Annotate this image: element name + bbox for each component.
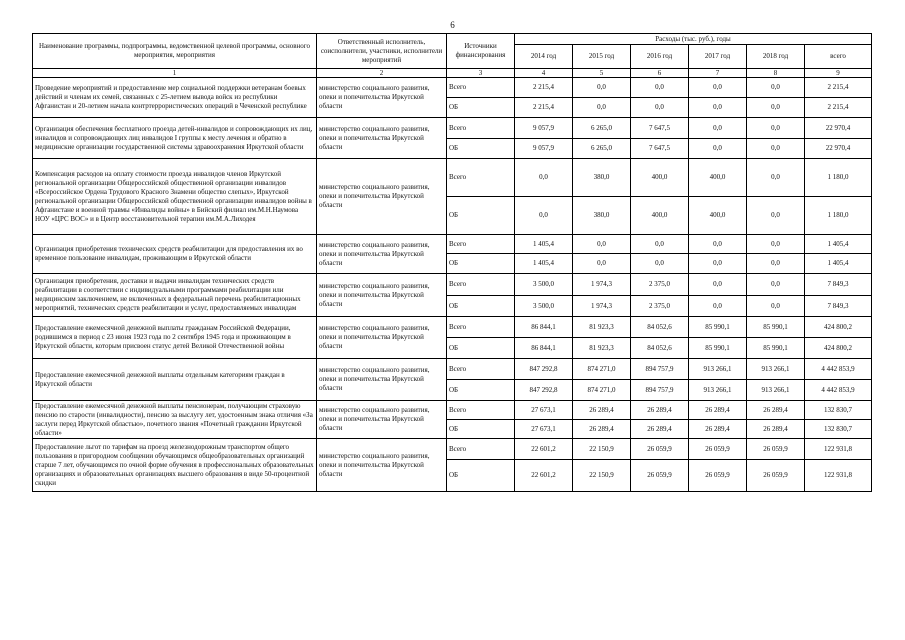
- year-value: 0,0: [573, 98, 631, 118]
- year-value: 1 405,4: [515, 235, 573, 254]
- year-value: 400,0: [631, 159, 689, 197]
- column-number: 9: [805, 69, 872, 78]
- funding-source: ОБ: [447, 98, 515, 118]
- year-value: 86 844,1: [515, 338, 573, 359]
- year-value: 0,0: [689, 118, 747, 139]
- year-value: 1 405,4: [515, 254, 573, 274]
- header-year: 2014 год: [515, 45, 573, 69]
- year-value: 22 601,2: [515, 460, 573, 492]
- header-source: Источники финансирования: [447, 34, 515, 69]
- year-value: 1 974,3: [573, 274, 631, 296]
- column-number: 4: [515, 69, 573, 78]
- year-value: 913 266,1: [747, 380, 805, 401]
- total-value: 1 180,0: [805, 197, 872, 235]
- responsible-executor: министерство социального развития, опеки и попечительства Иркутской области: [317, 159, 447, 235]
- program-description: Организация приобретения технических средств реабилитации для предоставления их во временное пользование инвалидам, проживающим в Иркутской области: [33, 235, 317, 274]
- year-value: 22 601,2: [515, 439, 573, 460]
- total-value: 4 442 853,9: [805, 380, 872, 401]
- table-row: [33, 439, 872, 460]
- year-value: 0,0: [747, 235, 805, 254]
- year-value: 9 057,9: [515, 139, 573, 159]
- year-value: 81 923,3: [573, 317, 631, 338]
- year-value: 85 990,1: [747, 317, 805, 338]
- year-value: 26 289,4: [689, 401, 747, 420]
- year-value: 0,0: [573, 254, 631, 274]
- year-value: 913 266,1: [689, 380, 747, 401]
- funding-source: ОБ: [447, 197, 515, 235]
- year-value: 6 265,0: [573, 139, 631, 159]
- program-description: Предоставление ежемесячной денежной выплаты гражданам Российской Федерации, родившимся в период с 23 июня 1923 года по 2 сентября 1945 года и проживающим в Иркутской области, которым присвоен статус детей Великой Отечественной войны: [33, 317, 317, 359]
- responsible-executor: министерство социального развития, опеки и попечительства Иркутской области: [317, 439, 447, 492]
- year-value: 913 266,1: [689, 359, 747, 380]
- program-description: Предоставление льгот по тарифам на проезд железнодорожным транспортом общего пользования в пригородном сообщении обучающимся общеобразовательных организаций старше 7 лет, обучающимся по очной форме обучения в профессиональных образовательных организациях и образовательных организациях высшего образования в виде 50-процентной скидки: [33, 439, 317, 492]
- year-value: 400,0: [689, 197, 747, 235]
- funding-source: ОБ: [447, 296, 515, 317]
- year-value: 26 059,9: [689, 460, 747, 492]
- column-number: 1: [33, 69, 317, 78]
- total-value: 2 215,4: [805, 78, 872, 98]
- header-responsible: Ответственный исполнитель, соисполнители, участники, исполнители мероприятий: [317, 34, 447, 69]
- year-value: 26 059,9: [689, 439, 747, 460]
- year-value: 26 289,4: [573, 420, 631, 439]
- year-value: 0,0: [689, 235, 747, 254]
- year-value: 22 150,9: [573, 439, 631, 460]
- year-value: 84 052,6: [631, 338, 689, 359]
- year-value: 0,0: [747, 98, 805, 118]
- year-value: 26 059,9: [631, 439, 689, 460]
- column-number: 8: [747, 69, 805, 78]
- year-value: 26 059,9: [747, 460, 805, 492]
- funding-source: Всего: [447, 235, 515, 254]
- year-value: 0,0: [747, 118, 805, 139]
- year-value: 0,0: [689, 254, 747, 274]
- total-value: 122 931,8: [805, 439, 872, 460]
- year-value: 874 271,0: [573, 380, 631, 401]
- year-value: 6 265,0: [573, 118, 631, 139]
- funding-source: Всего: [447, 159, 515, 197]
- year-value: 0,0: [515, 197, 573, 235]
- table-row: [33, 235, 872, 254]
- funding-source: ОБ: [447, 338, 515, 359]
- year-value: 0,0: [631, 98, 689, 118]
- year-value: 0,0: [747, 78, 805, 98]
- total-value: 132 830,7: [805, 420, 872, 439]
- program-description: Компенсация расходов на оплату стоимости проезда инвалидов членов Иркутской региональной организации Общероссийской общественной организации инвалидов «Всероссийское Ордена Трудового Красного Знамени общество слепых», Иркутской региональной организации Общероссийской общественной организации инвалидов войны в Афганистане и военной травмы «Инвалиды войны» в Бийский филиал им.М.Н.Наумова НОУ «ЦРС ВОС» и в Центр восстановительной терапии им.М.А.Лиходея: [33, 159, 317, 235]
- year-value: 0,0: [747, 296, 805, 317]
- year-value: 847 292,8: [515, 380, 573, 401]
- funding-source: ОБ: [447, 254, 515, 274]
- year-value: 2 375,0: [631, 274, 689, 296]
- column-number: 6: [631, 69, 689, 78]
- year-value: 894 757,9: [631, 359, 689, 380]
- year-value: 0,0: [631, 78, 689, 98]
- responsible-executor: министерство социального развития, опеки и попечительства Иркутской области: [317, 317, 447, 359]
- page-number: 6: [450, 20, 455, 30]
- funding-source: ОБ: [447, 460, 515, 492]
- year-value: 86 844,1: [515, 317, 573, 338]
- year-value: 26 289,4: [631, 420, 689, 439]
- year-value: 0,0: [689, 78, 747, 98]
- funding-source: Всего: [447, 359, 515, 380]
- total-value: 1 405,4: [805, 254, 872, 274]
- year-value: 0,0: [747, 197, 805, 235]
- program-description: Организация приобретения, доставки и выдачи инвалидам технических средств реабилитации в соответствии с индивидуальными программами реабилитации или медицинским заключением, не включенных в федеральный перечень реабилитационных мероприятий, технических средств реабилитации и услуг, предоставляемых инвалидам: [33, 274, 317, 317]
- year-value: 22 150,9: [573, 460, 631, 492]
- year-value: 27 673,1: [515, 401, 573, 420]
- year-value: 0,0: [631, 254, 689, 274]
- responsible-executor: министерство социального развития, опеки и попечительства Иркутской области: [317, 401, 447, 439]
- year-value: 7 647,5: [631, 139, 689, 159]
- year-value: 0,0: [747, 254, 805, 274]
- total-value: 4 442 853,9: [805, 359, 872, 380]
- table-row: [33, 401, 872, 420]
- total-value: 424 800,2: [805, 317, 872, 338]
- total-value: 424 800,2: [805, 338, 872, 359]
- funding-source: Всего: [447, 401, 515, 420]
- year-value: 0,0: [515, 159, 573, 197]
- year-value: 2 215,4: [515, 78, 573, 98]
- year-value: 26 059,9: [747, 439, 805, 460]
- year-value: 2 215,4: [515, 98, 573, 118]
- funding-source: ОБ: [447, 139, 515, 159]
- year-value: 85 990,1: [747, 338, 805, 359]
- year-value: 0,0: [689, 139, 747, 159]
- year-value: 380,0: [573, 197, 631, 235]
- responsible-executor: министерство социального развития, опеки и попечительства Иркутской области: [317, 118, 447, 159]
- header-total: всего: [805, 45, 872, 69]
- total-value: 7 849,3: [805, 274, 872, 296]
- year-value: 26 289,4: [689, 420, 747, 439]
- year-value: 0,0: [747, 139, 805, 159]
- column-number: 5: [573, 69, 631, 78]
- responsible-executor: министерство социального развития, опеки и попечительства Иркутской области: [317, 78, 447, 118]
- header-year: 2015 год: [573, 45, 631, 69]
- year-value: 85 990,1: [689, 338, 747, 359]
- responsible-executor: министерство социального развития, опеки и попечительства Иркутской области: [317, 235, 447, 274]
- year-value: 81 923,3: [573, 338, 631, 359]
- year-value: 9 057,9: [515, 118, 573, 139]
- total-value: 22 970,4: [805, 118, 872, 139]
- year-value: 0,0: [747, 159, 805, 197]
- year-value: 3 500,0: [515, 296, 573, 317]
- total-value: 132 830,7: [805, 401, 872, 420]
- year-value: 2 375,0: [631, 296, 689, 317]
- year-value: 1 974,3: [573, 296, 631, 317]
- table-row: [33, 118, 872, 139]
- program-description: Предоставление ежемесячной денежной выплаты отдельным категориям граждан в Иркутской области: [33, 359, 317, 401]
- table-row: [33, 78, 872, 98]
- funding-source: Всего: [447, 317, 515, 338]
- header-year: 2018 год: [747, 45, 805, 69]
- total-value: 7 849,3: [805, 296, 872, 317]
- header-year: 2016 год: [631, 45, 689, 69]
- year-value: 874 271,0: [573, 359, 631, 380]
- program-description: Организация обеспечения бесплатного проезда детей-инвалидов и сопровождающих их лиц, инвалидов и сопровождающих лиц инвалидов I группы к месту лечения и обратно в медицинские организации государственной системы здравоохранения Иркутской области: [33, 118, 317, 159]
- program-description: Предоставление ежемесячной денежной выплаты пенсионерам, получающим страховую пенсию по старости (инвалидности), пенсию за выслугу лет, удостоенным знака отличия «За заслуги перед Иркутской областью», почетного звания «Почетный гражданин Иркутской области»: [33, 401, 317, 439]
- year-value: 0,0: [689, 296, 747, 317]
- year-value: 26 289,4: [747, 420, 805, 439]
- year-value: 400,0: [631, 197, 689, 235]
- budget-table: [32, 33, 872, 492]
- total-value: 1 405,4: [805, 235, 872, 254]
- year-value: 400,0: [689, 159, 747, 197]
- year-value: 0,0: [631, 235, 689, 254]
- funding-source: Всего: [447, 78, 515, 98]
- total-value: 122 931,8: [805, 460, 872, 492]
- year-value: 7 647,5: [631, 118, 689, 139]
- year-value: 26 289,4: [747, 401, 805, 420]
- responsible-executor: министерство социального развития, опеки и попечительства Иркутской области: [317, 274, 447, 317]
- total-value: 22 970,4: [805, 139, 872, 159]
- header-expenses: Расходы (тыс. руб.), годы: [515, 34, 872, 45]
- program-description: Проведение мероприятий и предоставление мер социальной поддержки ветеранам боевых действий и членам их семей, связанных с 25-летием вывода войск из республики Афганистан и 20-летием начала контртеррористических операций в Чеченской республике: [33, 78, 317, 118]
- column-number: 3: [447, 69, 515, 78]
- year-value: 847 292,8: [515, 359, 573, 380]
- funding-source: ОБ: [447, 420, 515, 439]
- column-numbers-row: [33, 69, 872, 78]
- year-value: 913 266,1: [747, 359, 805, 380]
- year-value: 0,0: [689, 274, 747, 296]
- table-row: [33, 159, 872, 197]
- year-value: 0,0: [689, 98, 747, 118]
- table-row: [33, 274, 872, 296]
- responsible-executor: министерство социального развития, опеки и попечительства Иркутской области: [317, 359, 447, 401]
- table-body: [33, 78, 872, 492]
- year-value: 0,0: [747, 274, 805, 296]
- funding-source: ОБ: [447, 380, 515, 401]
- header-program: Наименование программы, подпрограммы, ведомственной целевой программы, основного мероприятия, мероприятия: [33, 34, 317, 69]
- year-value: 27 673,1: [515, 420, 573, 439]
- funding-source: Всего: [447, 118, 515, 139]
- year-value: 26 289,4: [631, 401, 689, 420]
- year-value: 26 289,4: [573, 401, 631, 420]
- year-value: 26 059,9: [631, 460, 689, 492]
- year-value: 894 757,9: [631, 380, 689, 401]
- header-year: 2017 год: [689, 45, 747, 69]
- total-value: 2 215,4: [805, 98, 872, 118]
- year-value: 85 990,1: [689, 317, 747, 338]
- column-number: 2: [317, 69, 447, 78]
- year-value: 3 500,0: [515, 274, 573, 296]
- year-value: 380,0: [573, 159, 631, 197]
- year-value: 84 052,6: [631, 317, 689, 338]
- table-row: [33, 359, 872, 380]
- funding-source: Всего: [447, 274, 515, 296]
- year-value: 0,0: [573, 235, 631, 254]
- year-value: 0,0: [573, 78, 631, 98]
- total-value: 1 180,0: [805, 159, 872, 197]
- column-number: 7: [689, 69, 747, 78]
- funding-source: Всего: [447, 439, 515, 460]
- table-row: [33, 317, 872, 338]
